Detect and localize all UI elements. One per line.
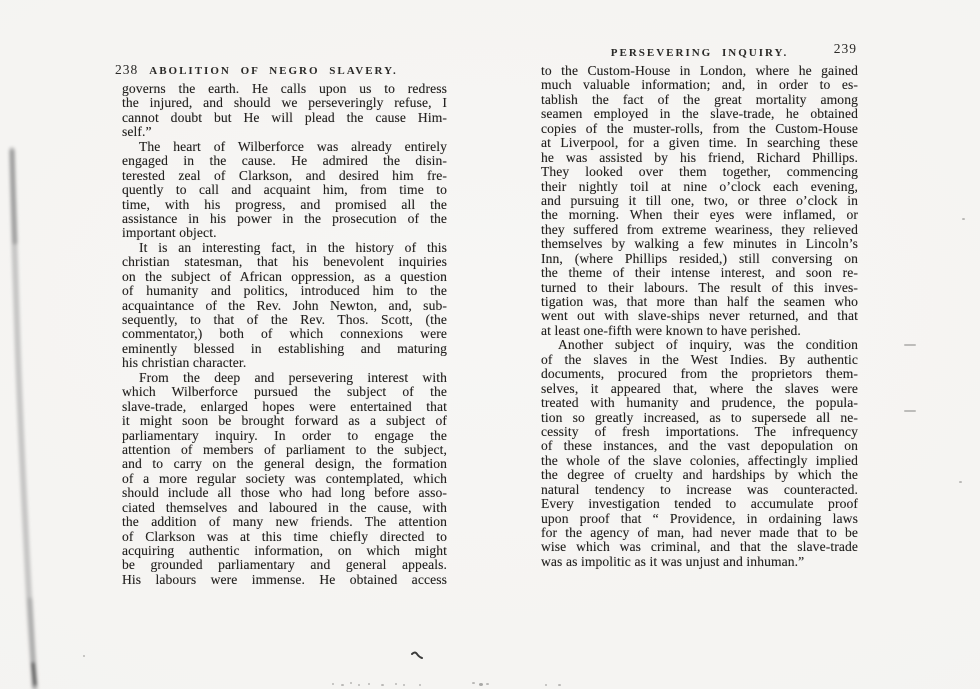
- text-line: of the slaves in the West Indies. By authentic: [541, 351, 858, 367]
- text-line: self.”: [122, 124, 152, 140]
- text-line: documents, procured from the proprietors them-: [541, 366, 858, 382]
- text-line: His labours were immense. He obtained access: [122, 571, 447, 587]
- text-line: of Clarkson was at this time chiefly directed to: [122, 528, 447, 544]
- text-line: themselves by walking a few minutes in Lincoln’s: [541, 236, 858, 252]
- text-line: which Wilberforce pursued the subject of the: [122, 384, 447, 400]
- margin-dash: [904, 344, 916, 346]
- text-line: cannot doubt but He will plead the cause Him-: [122, 109, 447, 125]
- binding-smudge: [0, 0, 60, 689]
- ink-blot-mark: [410, 649, 426, 661]
- scan-speck: [419, 684, 421, 686]
- text-line: Inn, (where Phillips resided,) still conversing on: [541, 250, 858, 266]
- scan-speck: [545, 684, 547, 686]
- text-line: they suffered from extreme weariness, they relieved: [541, 221, 858, 237]
- scan-speck: [381, 684, 384, 686]
- text-line: the injured, and should we perseveringly refuse, I: [122, 95, 447, 111]
- text-line: From the deep and persevering interest with: [139, 369, 447, 385]
- text-line: the morning. When their eyes were inflamed, or: [541, 207, 858, 223]
- text-line: at least one-fifth were known to have perished.: [541, 322, 801, 338]
- text-line: the degree of cruelty and hardships by which the: [541, 467, 858, 483]
- text-line: treated with humanity and prudence, the popula-: [541, 395, 858, 411]
- text-line: the theme of their intense interest, and soon re-: [541, 265, 858, 281]
- text-line: acquiring authentic information, on which might: [122, 543, 447, 558]
- text-line: natural tendency to increase was counteracted.: [541, 481, 858, 497]
- scan-speck: [83, 655, 85, 657]
- text-line: and pursuing it till one, two, or three o’clock in: [541, 192, 858, 208]
- scan-speck: [959, 481, 962, 483]
- scan-speck: [368, 683, 370, 685]
- text-line: and to carry on the general design, the formation: [122, 456, 447, 472]
- scan-speck: [486, 683, 489, 685]
- text-line: of a more regular society was contemplated, which: [122, 470, 447, 486]
- text-line: he was assisted by his friend, Richard Phillips.: [541, 149, 858, 165]
- text-line: eminently blessed in establishing and maturing: [122, 340, 447, 356]
- scan-speck: [403, 684, 405, 686]
- text-line: assistance in his power in the prosecution of the: [122, 210, 447, 226]
- text-line: sequently, to that of the Rev. Thos. Scott, (the: [122, 312, 447, 327]
- scan-speck: [395, 683, 397, 685]
- text-line: on the subject of African oppression, as a question: [122, 268, 447, 284]
- right-running-head: [541, 43, 858, 61]
- text-line: They looked over them together, commencing: [541, 164, 858, 180]
- text-line: quently to call and acquaint him, from time to: [122, 182, 447, 198]
- text-line: their nightly toil at nine o’clock each evening,: [541, 178, 858, 194]
- scan-speck: [472, 682, 475, 684]
- text-line: be grounded parliamentary and general appeals.: [122, 557, 447, 573]
- left-running-head: [115, 62, 398, 78]
- scan-speck: [332, 683, 334, 685]
- text-line: Every investigation tended to accumulate proof: [541, 496, 858, 512]
- right-page-number: 239: [833, 41, 857, 56]
- text-line: upon proof that “ Providence, in ordaining laws: [541, 510, 858, 526]
- text-line: the whole of the slave colonies, affectingly implied: [541, 452, 858, 468]
- text-line: selves, it appeared that, where the slaves were: [541, 380, 858, 396]
- text-line: it might soon be brought forward as a subject of: [122, 413, 447, 429]
- scan-speck: [358, 684, 360, 686]
- text-line: ciated themselves and laboured in the cause, with: [122, 499, 447, 515]
- text-line: It is an interesting fact, in the history of this: [139, 239, 447, 255]
- text-line: was as impolitic as it was unjust and inhuman.”: [541, 553, 805, 569]
- text-line: wise which was criminal, and that the slave-trade: [541, 539, 858, 555]
- text-line: seamen employed in the slave-trade, he obtained: [541, 106, 858, 122]
- text-line: commentator,) both of which connexions were: [122, 326, 447, 342]
- text-line: tion so greatly increased, as to supersede all ne-: [541, 409, 858, 425]
- text-line: his christian character.: [122, 355, 247, 371]
- text-line: The heart of Wilberforce was already entirely: [139, 138, 447, 154]
- text-line: of humanity and politics, introduced him to the: [122, 283, 447, 299]
- text-line: engaged in the cause. He admired the disin-: [122, 153, 447, 169]
- text-line: copies of the muster-rolls, from the Custom-House: [541, 120, 858, 136]
- text-line: tigation was, that more than half the seamen who: [541, 294, 858, 309]
- text-line: cessity of fresh importations. The infrequency: [541, 423, 858, 439]
- text-line: governs the earth. He calls upon us to redress: [122, 81, 447, 96]
- text-line: for the agency of man, had never made that to be: [541, 525, 858, 540]
- text-line: to the Custom-House in London, where he gained: [541, 63, 858, 78]
- right-running-head-title: PERSEVERING INQUIRY.: [610, 47, 789, 59]
- text-line: of these instances, and the vast depopulation on: [541, 438, 858, 454]
- text-line: time, with his progress, and promised all the: [122, 196, 447, 212]
- text-line: parliamentary inquiry. In order to engage the: [122, 427, 447, 443]
- right-page-text-column: [541, 64, 858, 569]
- text-line: much valuable information; and, in order to es-: [541, 77, 858, 93]
- left-running-head-title: ABOLITION OF NEGRO SLAVERY.: [149, 65, 398, 77]
- scan-speck: [350, 682, 352, 684]
- scan-speck: [962, 218, 965, 220]
- left-page-text-column: [122, 82, 447, 587]
- text-line: attention of members of parliament to the subject,: [122, 441, 447, 457]
- text-line: went out with slave-ships never returned, and that: [541, 308, 858, 324]
- margin-dash: [904, 410, 916, 412]
- text-line: terested zeal of Clarkson, and desired him fre-: [122, 167, 447, 183]
- left-page-number: 238: [115, 62, 139, 77]
- text-line: at Liverpool, for a given time. In searching these: [541, 135, 858, 151]
- text-line: acquaintance of the Rev. John Newton, and, sub-: [122, 297, 447, 313]
- text-line: important object.: [122, 225, 217, 241]
- text-line: turned to their labours. The result of this inves-: [541, 279, 858, 295]
- scan-speck: [479, 683, 483, 686]
- text-line: tablish the fact of the great mortality among: [541, 91, 858, 107]
- text-line: slave-trade, enlarged hopes were entertained that: [122, 398, 447, 414]
- scan-speck: [558, 684, 561, 686]
- text-line: christian statesman, that his benevolent inquiries: [122, 254, 447, 270]
- text-line: the addition of many new friends. The attention: [122, 514, 447, 530]
- scan-speck: [341, 684, 344, 686]
- text-line: should include all those who had long before asso-: [122, 485, 447, 501]
- text-line: Another subject of inquiry, was the condition: [558, 337, 858, 353]
